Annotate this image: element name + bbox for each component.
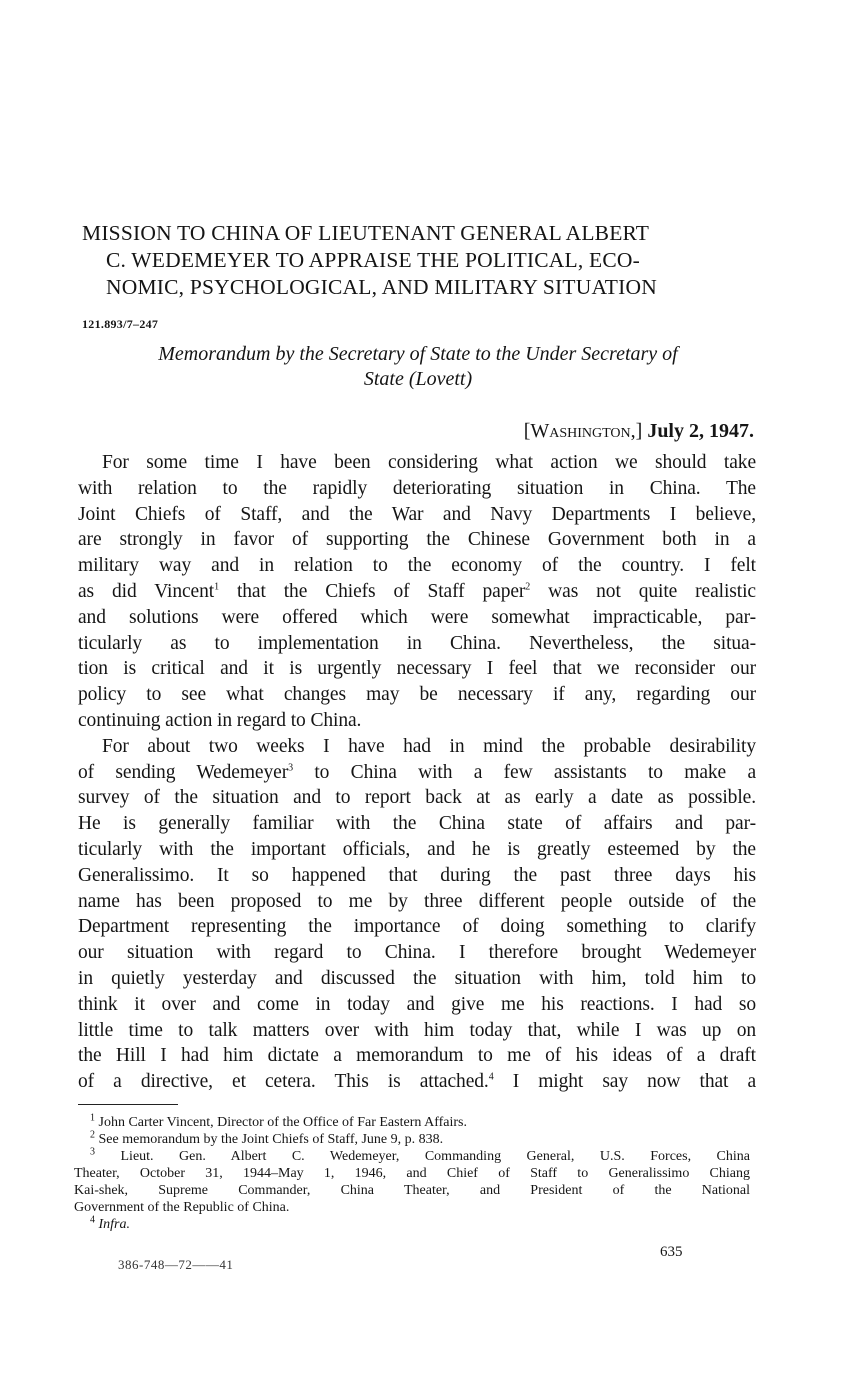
footnote-marker: 2 bbox=[90, 1129, 95, 1141]
paragraph-2 bbox=[78, 734, 756, 1095]
text-line: name has been proposed to me by three different people outside of the bbox=[78, 890, 756, 912]
text-line bbox=[78, 1069, 756, 1095]
footnote-text: Infra. bbox=[98, 1217, 130, 1232]
text-run: of sending Wedemeyer bbox=[78, 761, 289, 783]
footnote-3 bbox=[74, 1148, 750, 1165]
footnote-ref: 3 bbox=[288, 762, 293, 774]
title-line: C. WEDEMEYER TO APPRAISE THE POLITICAL, ECO- bbox=[106, 248, 640, 272]
footnote-3-line: Kai-shek, Supreme Commander, China Theater, and President of the National bbox=[74, 1183, 750, 1198]
text-run: to China with a few assistants to make a bbox=[293, 761, 756, 783]
text-line: ticularly with the important officials, and he is greatly esteemed by the bbox=[78, 838, 756, 860]
footnote-text: Lieut. Gen. Albert C. Wedemeyer, Commanding General, U.S. Forces, China bbox=[120, 1149, 751, 1164]
footnote-3-line: Theater, October 31, 1944–May 1, 1946, and Chief of Staff to Generalissimo Chiang bbox=[74, 1166, 750, 1181]
memo-heading-line: State (Lovett) bbox=[363, 368, 473, 390]
memo-heading bbox=[80, 342, 756, 392]
paragraph-1 bbox=[78, 450, 756, 734]
text-run: that the Chiefs of Staff paper bbox=[218, 580, 526, 602]
text-line: policy to see what changes may be necessary if any, regarding our bbox=[78, 684, 756, 706]
text-line bbox=[78, 760, 756, 786]
text-line: in quietly yesterday and discussed the situation with him, told him to bbox=[78, 967, 756, 989]
text-line: continuing action in regard to China. bbox=[78, 709, 362, 731]
footnote-marker: 3 bbox=[90, 1146, 95, 1158]
footnote-ref: 4 bbox=[488, 1071, 494, 1083]
text-line bbox=[78, 579, 756, 605]
text-line: and solutions were offered which were somewhat impracticable, par- bbox=[78, 606, 756, 628]
text-line: ticularly as to implementation in China. Nevertheless, the situa- bbox=[78, 632, 756, 654]
text-line: survey of the situation and to report back at as early a date as possible. bbox=[78, 787, 756, 809]
text-run: as did Vincent bbox=[78, 580, 215, 602]
footnote-ref: 2 bbox=[525, 581, 531, 593]
print-code: 386-748—72——41 bbox=[118, 1257, 234, 1272]
footnotes bbox=[74, 1114, 750, 1233]
text-line: For some time I have been considering what action we should take bbox=[102, 452, 756, 473]
footnote-2 bbox=[74, 1131, 750, 1148]
text-run: of a directive, et cetera. This is attached. bbox=[78, 1071, 489, 1093]
footnote-4 bbox=[74, 1216, 750, 1233]
footnote-3-line: Government of the Republic of China. bbox=[74, 1200, 290, 1215]
text-line: military way and in relation to the economy of the country. I felt bbox=[78, 555, 756, 577]
footnote-1 bbox=[74, 1114, 750, 1131]
footnote-ref: 1 bbox=[214, 581, 219, 593]
file-number: 121.893/7–247 bbox=[82, 317, 159, 331]
text-line: Department representing the importance of doing something to clarify bbox=[78, 916, 756, 938]
text-line: Joint Chiefs of Staff, and the War and Navy Departments I believe, bbox=[78, 503, 756, 525]
text-line: the Hill I had him dictate a memorandum to me of his ideas of a draft bbox=[78, 1045, 756, 1067]
dateline-date: July 2, 1947. bbox=[647, 420, 754, 442]
text-line: our situation with regard to China. I therefore brought Wedemeyer bbox=[78, 942, 756, 964]
text-line: Generalissimo. It so happened that during the past three days his bbox=[78, 864, 756, 886]
text-run: I might say now that a bbox=[493, 1071, 757, 1093]
text-line: think it over and come in today and give me his reactions. I had so bbox=[78, 993, 756, 1015]
footnote-marker: 1 bbox=[90, 1112, 95, 1124]
text-line: are strongly in favor of supporting the Chinese Government both in a bbox=[78, 529, 756, 551]
text-line: tion is critical and it is urgently necessary I feel that we reconsider our bbox=[78, 658, 756, 680]
footnote-text: See memorandum by the Joint Chiefs of Staff, June 9, p. 838. bbox=[98, 1132, 444, 1147]
memo-body bbox=[78, 450, 756, 1095]
text-run: was not quite realistic bbox=[530, 580, 756, 602]
dateline-place: [Washington,] bbox=[523, 420, 643, 442]
dateline bbox=[524, 418, 754, 444]
footnote-text: John Carter Vincent, Director of the Office of Far Eastern Affairs. bbox=[98, 1115, 467, 1130]
text-line: For about two weeks I have had in mind the probable desirability bbox=[102, 735, 756, 757]
text-line: He is generally familiar with the China state of affairs and par- bbox=[78, 813, 756, 835]
text-line: little time to talk matters over with him today that, while I was up on bbox=[78, 1019, 756, 1041]
footnote-rule bbox=[78, 1104, 178, 1105]
chapter-title bbox=[82, 220, 762, 301]
text-line: with relation to the rapidly deteriorating situation in China. The bbox=[78, 477, 756, 499]
title-line: NOMIC, PSYCHOLOGICAL, AND MILITARY SITUATION bbox=[106, 275, 657, 299]
page-number: 635 bbox=[660, 1244, 683, 1260]
footnote-marker: 4 bbox=[90, 1214, 95, 1226]
title-line: MISSION TO CHINA OF LIEUTENANT GENERAL ALBERT bbox=[82, 221, 650, 245]
memo-heading-line: Memorandum by the Secretary of State to the Under Secretary of bbox=[158, 343, 678, 365]
